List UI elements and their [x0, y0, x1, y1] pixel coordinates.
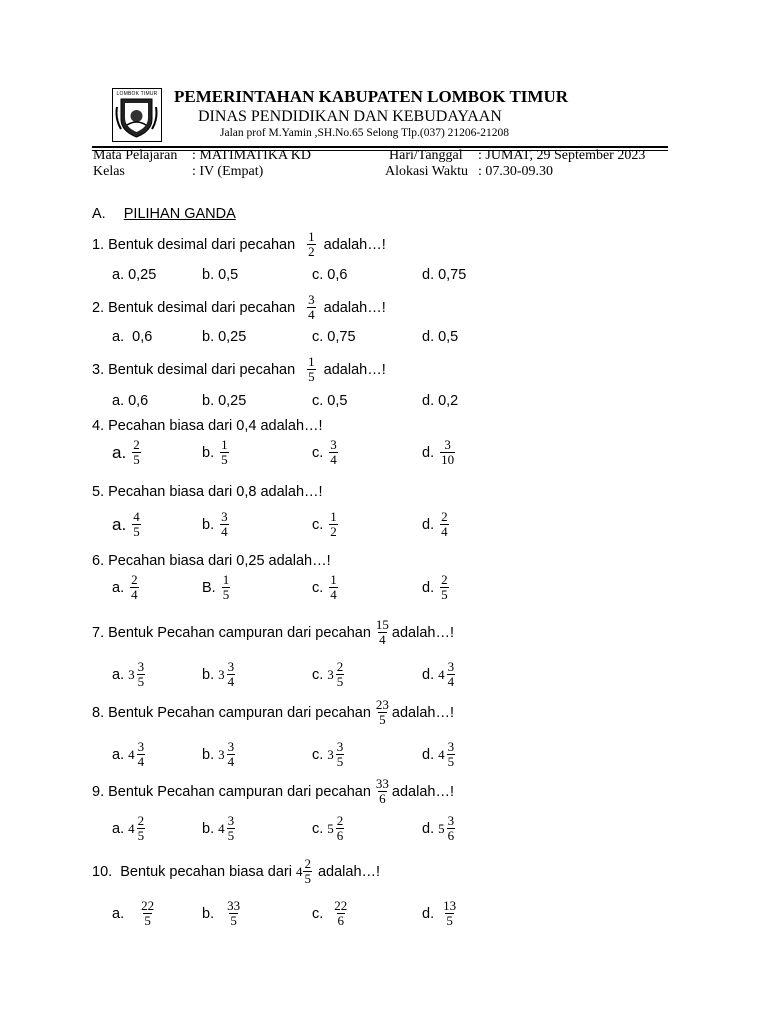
option-1a[interactable]: a. 0,25 [112, 267, 157, 283]
option-6d[interactable]: d. $\frac{2}{5}$ [422, 572, 448, 602]
option-5b[interactable]: b. $\frac{3}{4}$ [202, 509, 228, 539]
option-3c[interactable]: c. 0,5 [312, 393, 348, 409]
option-2c[interactable]: c. 0,75 [312, 329, 356, 345]
option-6a[interactable]: a. $\frac{2}{4}$ [112, 572, 138, 602]
question-4: 4. Pecahan biasa dari 0,4 adalah…! [92, 418, 323, 434]
crest-icon [113, 89, 160, 140]
regency-logo [112, 88, 162, 142]
option-7d[interactable]: d. 4 $\frac{3}{4}$ [422, 659, 455, 689]
question-7: 7. Bentuk Pecahan campuran dari pecahan $\frac{15}{4}$ adalah…! [92, 617, 454, 647]
option-9d[interactable]: d. 5 $\frac{3}{6}$ [422, 813, 455, 843]
option-7a[interactable]: a. 3 $\frac{3}{5}$ [112, 659, 145, 689]
fraction: $\frac{3}{4}$ [308, 292, 315, 322]
question-10: 10. Bentuk pecahan biasa dari 4 $\frac{2}{5}$ adalah…! [92, 856, 381, 886]
class-value: : IV (Empat) [192, 164, 264, 179]
time-value: : 07.30-09.30 [478, 164, 554, 179]
option-8b[interactable]: b. 3 $\frac{3}{4}$ [202, 739, 235, 769]
option-9a[interactable]: a. 4 $\frac{2}{5}$ [112, 813, 145, 843]
option-6c[interactable]: c. $\frac{1}{4}$ [312, 572, 337, 602]
section-heading [92, 206, 236, 222]
question-1: 1. Bentuk desimal dari pecahan $\frac{1}{2}$ adalah…! [92, 229, 386, 259]
option-1b[interactable]: b. 0,5 [202, 267, 239, 283]
question-8: 8. Bentuk Pecahan campuran dari pecahan $\frac{23}{5}$ adalah…! [92, 697, 454, 727]
option-8c[interactable]: c. 3 $\frac{3}{5}$ [312, 739, 344, 769]
option-2b[interactable]: b. 0,25 [202, 329, 247, 345]
option-5d[interactable]: d. $\frac{2}{4}$ [422, 509, 448, 539]
option-7b[interactable]: b. 3 $\frac{3}{4}$ [202, 659, 235, 689]
option-5c[interactable]: c. $\frac{1}{2}$ [312, 509, 337, 539]
option-1c[interactable]: c. 0,6 [312, 267, 348, 283]
option-2a[interactable]: a. 0,6 [112, 329, 153, 345]
fraction: $\frac{1}{2}$ [308, 229, 315, 259]
subject-label: Mata Pelajaran [93, 148, 178, 163]
header-line-1: PEMERINTAHAN KABUPATEN LOMBOK TIMUR [174, 87, 569, 106]
option-10c[interactable]: c. $\frac{22}{6}$ [312, 898, 348, 928]
option-3a[interactable]: a. 0,6 [112, 393, 149, 409]
question-6: 6. Pecahan biasa dari 0,25 adalah…! [92, 553, 331, 569]
fraction: $\frac{2}{5}$ [304, 856, 311, 886]
fraction: $\frac{15}{4}$ [375, 617, 389, 647]
option-3d[interactable]: d. 0,2 [422, 393, 459, 409]
date-label: Hari/Tanggal [389, 148, 463, 163]
date-value: : JUMAT, 29 September 2023 [478, 148, 646, 163]
option-4c[interactable]: c. $\frac{3}{4}$ [312, 437, 337, 467]
option-8d[interactable]: d. 4 $\frac{3}{5}$ [422, 739, 455, 769]
option-1d[interactable]: d. 0,75 [422, 267, 467, 283]
header-line-3: Jalan prof M.Yamin ,SH.No.65 Selong Tlp.(037) 21206-21208 [220, 127, 509, 139]
option-10a[interactable]: a. $\frac{22}{5}$ [112, 898, 155, 928]
option-10d[interactable]: d. $\frac{13}{5}$ [422, 898, 457, 928]
question-3: 3. Bentuk desimal dari pecahan $\frac{1}{5}$ adalah…! [92, 354, 386, 384]
option-9b[interactable]: b. 4 $\frac{3}{5}$ [202, 813, 235, 843]
question-9: 9. Bentuk Pecahan campuran dari pecahan $\frac{33}{6}$ adalah…! [92, 776, 454, 806]
option-5a[interactable]: a. $\frac{4}{5}$ [112, 509, 140, 539]
option-4b[interactable]: b. $\frac{1}{5}$ [202, 437, 228, 467]
option-10b[interactable]: b. $\frac{33}{5}$ [202, 898, 241, 928]
section-letter: A. [92, 206, 106, 222]
section-title: PILIHAN GANDA [123, 206, 236, 222]
fraction: $\frac{33}{6}$ [375, 776, 389, 806]
option-3b[interactable]: b. 0,25 [202, 393, 247, 409]
option-9c[interactable]: c. 5 $\frac{2}{6}$ [312, 813, 344, 843]
option-6b[interactable]: B. $\frac{1}{5}$ [202, 572, 230, 602]
option-8a[interactable]: a. 4 $\frac{3}{4}$ [112, 739, 145, 769]
header-line-2: DINAS PENDIDIKAN DAN KEBUDAYAAN [198, 108, 502, 125]
option-7c[interactable]: c. 3 $\frac{2}{5}$ [312, 659, 344, 689]
class-label: Kelas [93, 164, 125, 179]
option-4a[interactable]: a. $\frac{2}{5}$ [112, 437, 140, 467]
subject-value: : MATIMATIKA KD [192, 148, 311, 163]
question-5: 5. Pecahan biasa dari 0,8 adalah…! [92, 484, 323, 500]
question-2: 2. Bentuk desimal dari pecahan $\frac{3}{4}$ adalah…! [92, 292, 386, 322]
option-4d[interactable]: d. $\frac{3}{10}$ [422, 437, 455, 467]
fraction: $\frac{23}{5}$ [375, 697, 389, 727]
option-2d[interactable]: d. 0,5 [422, 329, 459, 345]
fraction: $\frac{1}{5}$ [308, 354, 315, 384]
time-label: Alokasi Waktu [385, 164, 468, 179]
logo-text: LOMBOK TIMUR [116, 91, 158, 97]
